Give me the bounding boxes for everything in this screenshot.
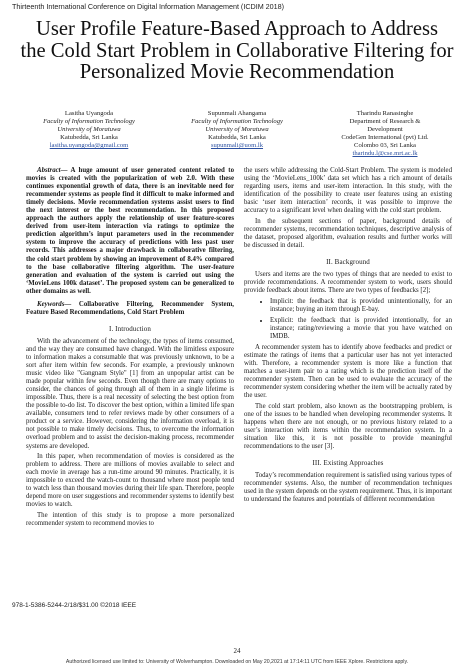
abstract-text: A huge amount of user generated content related to movies is created with the popularization of web 2.0. With these continues exponential growth of data, there is an inevitable need for recommender systems as people find it difficult to make informed and timely decisions. Movie recommendation systems assist users to find the next interest or the best recommendation. In this proposed approach the authors apply the relationship of user feature-scores derived from user-item interaction via ratings to optimize the prediction algorithm’s input parameters used in the recommender system to improve the accuracy of predictions with less past user records. This addresses a major drawback in collaborative filtering, the cold start problem by showing an improvement of 8.4% compared to the base collaborative filtering algorithm. The user-feature generation and evaluation of the system is carried out using the ‘MovieLens 100k dataset’. The proposed system can be generalized to other domains as well. [26,167,234,295]
paragraph: the users while addressing the Cold-Start Problem. The system is modeled using the ‘MovieLens_100k’ data set which has a rich amount of details regarding users, items and user-item interaction. In this study, with the identification of the possibility to create user features using an existing basic ‘user item interaction’ records, it was possible to improve the accuracy to a significant level when dealing with the cold start problem. [244,167,452,215]
list-item: • Explicit: the feedback that is provided intentionally, for an instance; rating/reviewing a movie that you have watched on IMDB. [270,317,452,341]
author-block-1 [14,110,164,150]
author-location: Katubedda, Sri Lanka [60,134,118,142]
paragraph: The cold start problem, also known as the bootstrapping problem, is one of the issues to be handled when developing recommender systems. It happens when there are not enough, or no previous history related to a user’s interaction with items within the recommendation system. In a situation like this, it is not possible to provide meaningful recommendations to the user [3]. [244,403,452,451]
feedback-list [244,298,452,341]
paragraph: The intention of this study is to propose a more personalized recommender system to recommend movies to [26,512,234,528]
author-location: Katubedda, Sri Lanka [208,134,266,142]
copyright-notice: 978-1-5386-5244-2/18/$31.00 ©2018 IEEE [12,602,137,609]
author-affiliation: CodeGen International (pvt) Ltd. [341,134,429,142]
author-name: Lasitha Uyangoda [64,110,114,117]
author-affiliation: Faculty of Information Technology [191,118,283,126]
author-affiliation: University of Moratuwa [205,126,269,134]
author-block-2 [162,110,312,150]
section-heading-introduction: I. Introduction [109,324,151,333]
title-line: User Profile Feature-Based Approach to Address [35,18,439,40]
author-location: Colombo 03, Sri Lanka [354,142,416,150]
keywords-text: Collaborative Filtering, Recommender System, Feature Based Recommendations, Cold Start Problem [26,300,234,316]
author-name: Supunmali Ahangama [207,110,267,117]
keywords [26,301,234,317]
abstract [26,167,234,296]
author-block-3 [310,110,460,159]
page-number: 24 [233,647,241,655]
list-item: • Implicit: the feedback that is provided unintentionally, for an instance; buying an item through E-bay. [270,298,452,314]
abstract-label: Abstract— [37,167,68,174]
right-column [244,167,452,507]
left-column [26,167,234,531]
section-heading-background: II. Background [326,258,370,267]
paragraph: In this paper, when recommendation of movies is considered as the problem to address. There are millions of movies available to select and each movie in average has a run-time around 90 minutes. Practically, it is impossible to exceed the watch-count to thousand where most people tend to watch less than thousand movies during their life span. Therefore, people depend more on user suggestions and recommender systems to identify best movies to watch. [26,453,234,509]
title-line: Personalized Movie Recommendation [79,61,395,83]
paragraph: Users and items are the two types of things that are needed to exist to provide recommendations. A recommender system to work, users should provide feedback about items. There are two types of feedbacks [2]; [244,271,452,295]
conference-header: Thirteenth International Conference on Digital Information Management (ICDIM 2018) [12,2,285,11]
section-heading-existing-approaches: III. Existing Approaches [312,459,384,468]
author-affiliation: Department of Research & [349,118,421,126]
keywords-label: Keywords— [37,300,72,308]
author-affiliation: University of Moratuwa [57,126,121,134]
author-affiliation: Development [367,126,403,134]
title-line: the Cold Start Problem in Collaborative Filtering for [20,39,454,62]
paragraph: In the subsequent sections of paper, background details of recommender systems, recommendation techniques, descriptive analysis of the dataset, proposed algorithm, evaluation results and further works will be discussed in detail. [244,217,452,250]
author-email-link[interactable]: tharindu.l@cse.mrt.ac.lk [352,150,418,158]
paragraph: Today’s recommendation requirement is satisfied using various types of recommender systems. Also, the number of recommendation techniques used in the system depends on the system requirement. Thus, it is important to understand the features and potentials of different recommendation [244,472,452,504]
author-affiliation: Faculty of Information Technology [43,118,135,126]
author-name: Tharindu Ranasinghe [356,110,414,117]
license-notice: Authorized licensed use limited to: University of Wolverhampton. Downloaded on May 20,2021 at 17:14:11 UTC from IEEE Xplore. Restrictions apply. [65,659,409,665]
author-email-link[interactable]: lasitha.uyangoda@gmail.com [49,142,129,150]
paragraph: A recommender system has to identify above feedbacks and predict or estimate the ratings of items that a particular user has not yet interacted with. Therefore, a recommender system is more like a function that matches a user-item pair to a rating which is the prediction itself of the recommender system. Then can be used to evaluate the accuracy of the recommender system considering whether the item will be actually rated by the user. [244,344,452,400]
author-email-link[interactable]: supunmali@uom.lk [210,142,264,150]
paper-title [12,19,462,84]
paragraph: With the advancement of the technology, the types of items consumed, and the way they are consumed have changed. With the limitless exposure to information makes a consumable that was previously unknown, to be a sort after item within few seconds. For example, a previously unknown music video like "Gangnam Style" [1] from an unpopular artist can be made popular within few seconds. Even though there are many options to consider, the chances of going through all of them in a single lifetime is impossible. Thus, there is a real necessity of selecting the best option from the possible to-do list. To discover the best option, within a limited life span available, consumers tend to refer reviews made by other consumers of a product or a service. However, considering the information overload, it is not possible to make timely decisions. Thus, to overcome the information overload problem and to assist the decision-making process, recommender systems are developed. [26,337,234,450]
